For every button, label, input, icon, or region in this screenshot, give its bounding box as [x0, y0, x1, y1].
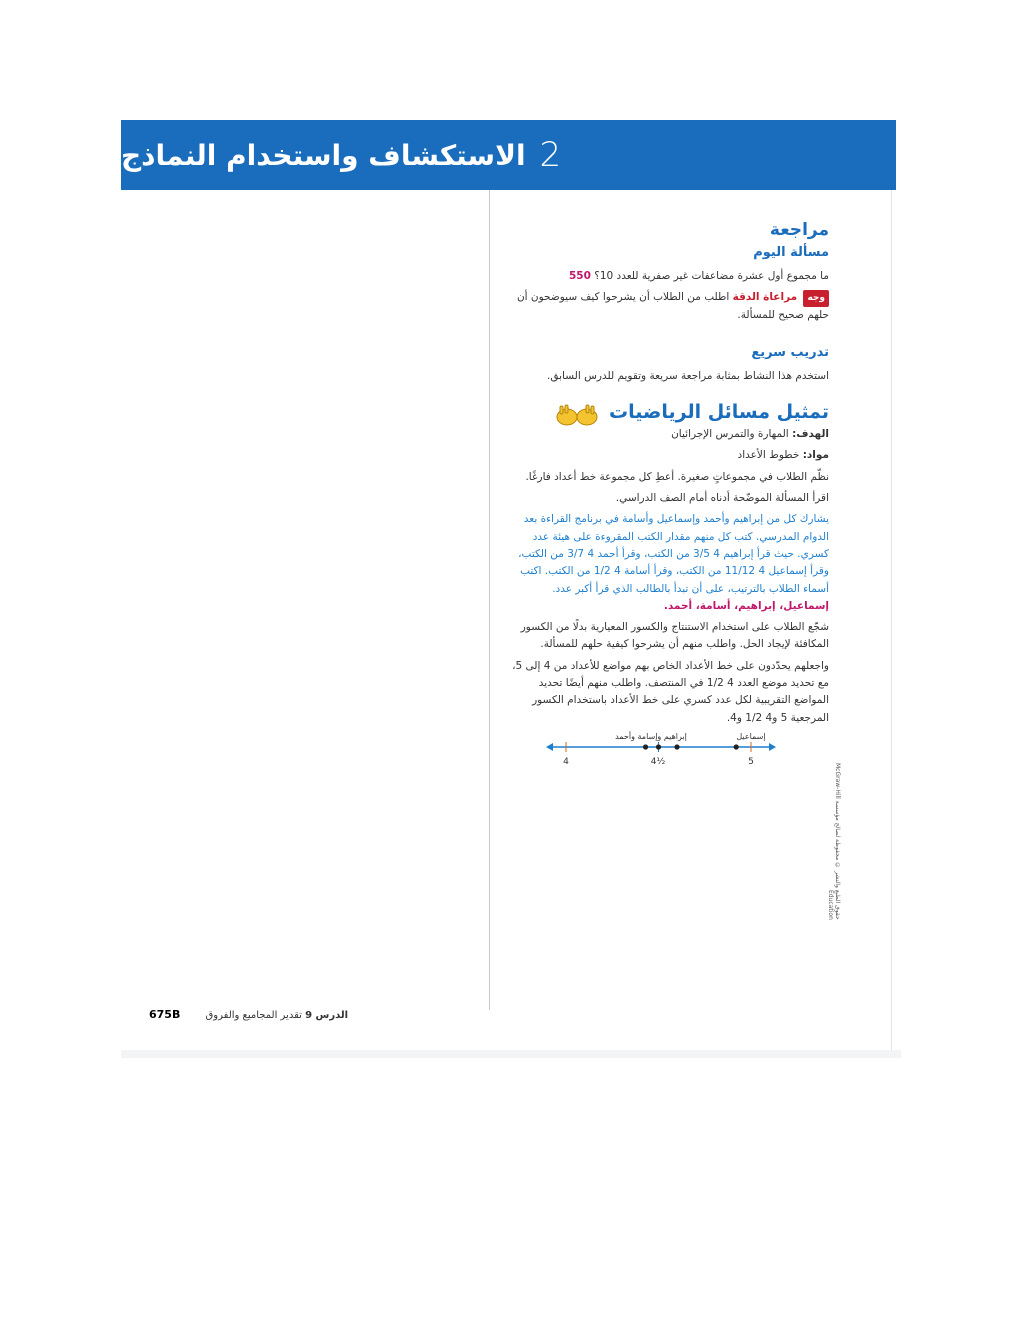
hands-icon [554, 404, 600, 426]
chapter-number: 2 [539, 135, 562, 175]
tick-label-5: 5 [748, 757, 754, 767]
precision-label: مراعاة الدقة [732, 291, 798, 304]
column-divider [489, 190, 490, 1010]
arrow-right-icon [769, 743, 776, 751]
instruction-3: شجّع الطلاب على استخدام الاستنتاج والكسور المعيارية بدلًا من الكسور المكافئة لإيجاد الحل. واطلب منهم أن يشرحوا كيفية حلهم للمسألة. [520, 621, 829, 651]
precision-note [509, 289, 829, 324]
footer-lesson-label: الدرس 9 [305, 1010, 349, 1021]
quick-practice-heading: تدريب سريع [751, 345, 829, 361]
numberline-point [734, 744, 739, 749]
word-problem-text: يشارك كل من إبراهيم وأحمد وإسماعيل وأسامة في برنامج القراءة بعد الدوام المدرسي. كتب كل منهم مقدار الكتب المقروءة على هيئة عدد كسري. حيث قرأ إبراهيم 4 3/5 من الكتب، وقرأ أحمد 4 3/7 من الكتب، وقرأ إسماعيل 4 11/12 من الكتب، وقرأ أسامة 4 1/2 من الكتب. اكتب أسماء الطلاب بالترتيب، على أن تبدأ بالطالب الذي قرأ أكبر عدد. [518, 513, 829, 595]
footer-lesson-title: تقدير المجاميع والفروق [205, 1010, 302, 1021]
represent-heading-row [509, 401, 829, 426]
quick-practice-text: استخدم هذا النشاط بمثابة مراجعة سريعة وتقويم للدرس السابق. [547, 369, 829, 382]
review-heading: مراجعة [769, 220, 829, 240]
arrow-left-icon [546, 743, 553, 751]
page-number: 675B [149, 1008, 181, 1021]
precision-text: اطلب من الطلاب أن يشرحوا كيف سيوضحون أن حلهم صحيح للمسألة. [516, 291, 829, 321]
page-edge-line [891, 190, 892, 1050]
represent-heading: تمثيل مسائل الرياضيات [609, 401, 829, 424]
tick-label-half: 4½ [650, 757, 666, 767]
page-bottom-band [121, 1050, 901, 1058]
copyright-credit: حقوق الطبع والنشر © محفوظة لصالح مؤسسة McGraw-Hill Education [827, 763, 841, 920]
number-line [546, 730, 776, 780]
tick-label-4: 4 [563, 757, 569, 767]
numberline-point [674, 744, 679, 749]
numberline-point [656, 744, 661, 749]
word-problem-answer: إسماعيل، إبراهيم، أسامة، أحمد. [663, 599, 829, 612]
page-footer [149, 1008, 348, 1021]
chapter-title: الاستكشاف واستخدام النماذج [121, 138, 526, 172]
goal-line [509, 426, 829, 443]
instruction-2: اقرأ المسألة الموضّحة أدناه أمام الصف الدراسي. [615, 491, 829, 504]
instruction-1: نظّم الطلاب في مجموعاتٍ صغيرة. أعطِ كل مجموعة خط أعداد فارغًا. [525, 470, 829, 483]
word-problem [509, 511, 829, 615]
numberline-label-group: إبراهيم وإسامة وأحمد [615, 732, 687, 741]
problem-answer: 550 [569, 269, 591, 282]
materials-line [509, 447, 829, 464]
numberline-label-ismail: إسماعيل [736, 732, 766, 741]
instruction-4: واجعلهم يحدّدون على خط الأعداد الخاص بهم مواضع للأعداد من 4 إلى 5، مع تحديد موضع العدد 4 1/2 في المنتصف. واطلب منهم أيضًا تحديد المواضع التقريبية لكل عدد كسري على خط الأعداد باستخدام الكسور المرجعية 5 و4 1/2 و4. [512, 659, 829, 724]
materials-text: خطوط الأعداد [737, 449, 800, 462]
problem-of-day-heading: مسألة اليوم [753, 245, 829, 261]
precision-badge: وجه [803, 290, 829, 307]
goal-label: الهدف: [792, 428, 829, 441]
chapter-header [121, 120, 896, 190]
teacher-notes-column [509, 220, 829, 731]
page [121, 120, 896, 1056]
problem-of-day [509, 268, 829, 285]
numberline-point [643, 744, 648, 749]
problem-text: ما مجموع أول عشرة مضاعفات غير صفرية للعدد 10؟ [594, 269, 829, 282]
materials-label: مواد: [802, 449, 829, 462]
goal-text: المهارة والتمرس الإجرائيان [671, 428, 789, 441]
